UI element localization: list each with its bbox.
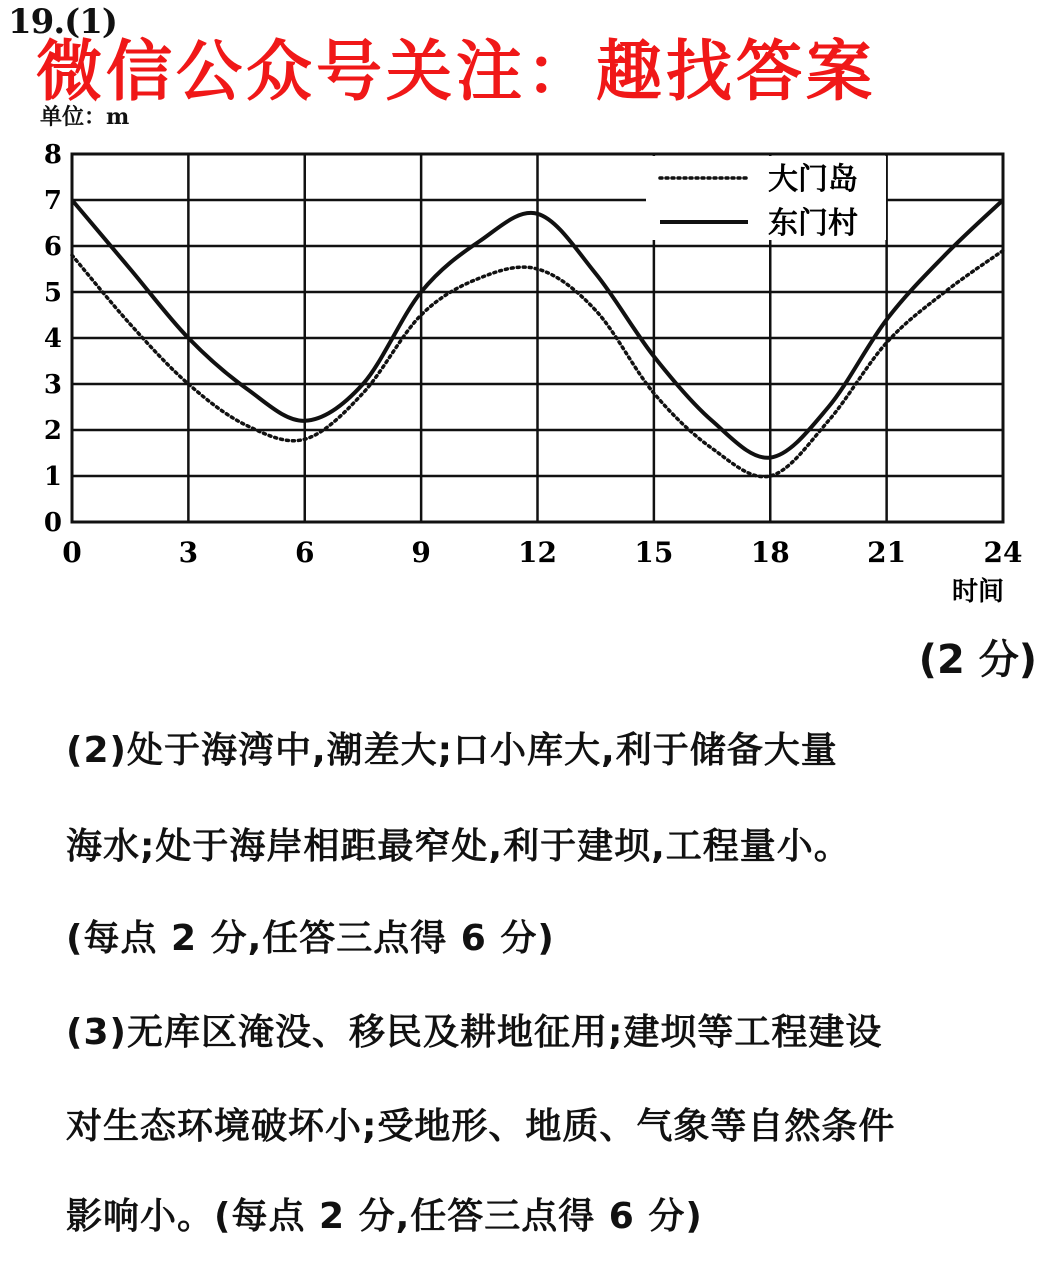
tide-chart bbox=[0, 120, 1059, 610]
x-tick-label-9: 9 bbox=[411, 536, 431, 569]
y-tick-label-2: 2 bbox=[43, 416, 62, 446]
y-unit-label: 单位：m bbox=[40, 104, 130, 130]
y-tick-label-1: 1 bbox=[43, 462, 62, 492]
legend-label-2: 东门村 bbox=[768, 206, 858, 241]
question-number: 19.(1) bbox=[8, 2, 117, 42]
answer-line-6: 影响小。(每点 2 分,任答三点得 6 分) bbox=[66, 1196, 703, 1237]
x-tick-label-3: 3 bbox=[178, 536, 199, 569]
answer-line-3: (每点 2 分,任答三点得 6 分) bbox=[66, 918, 555, 959]
watermark-text: 微信公众号关注：趣找答案 bbox=[36, 33, 876, 110]
y-tick-label-8: 8 bbox=[43, 140, 62, 170]
x-tick-label-6: 6 bbox=[295, 536, 315, 569]
x-tick-label-18: 18 bbox=[750, 536, 790, 569]
x-axis-label: 时间 bbox=[951, 577, 1005, 607]
x-tick-label-21: 21 bbox=[867, 536, 907, 569]
y-tick-label-5: 5 bbox=[43, 278, 62, 308]
score-note: (2 分) bbox=[918, 637, 1037, 683]
legend-label-1: 大门岛 bbox=[768, 162, 858, 197]
answer-line-5: 对生态环境破坏小;受地形、地质、气象等自然条件 bbox=[66, 1106, 896, 1147]
y-tick-label-4: 4 bbox=[43, 324, 62, 354]
y-tick-label-0: 0 bbox=[43, 508, 62, 538]
answer-line-1: (2)处于海湾中,潮差大;口小库大,利于储备大量 bbox=[66, 730, 838, 771]
x-tick-label-24: 24 bbox=[983, 536, 1023, 569]
y-tick-label-6: 6 bbox=[43, 232, 62, 262]
y-tick-label-3: 3 bbox=[43, 370, 62, 400]
x-tick-label-12: 12 bbox=[518, 536, 557, 569]
x-tick-label-0: 0 bbox=[62, 536, 82, 569]
y-tick-label-7: 7 bbox=[43, 186, 62, 216]
answer-line-4: (3)无库区淹没、移民及耕地征用;建坝等工程建设 bbox=[66, 1012, 883, 1053]
x-tick-label-15: 15 bbox=[634, 536, 674, 569]
answer-line-2: 海水;处于海岸相距最窄处,利于建坝,工程量小。 bbox=[66, 826, 851, 867]
chart-legend bbox=[646, 156, 886, 241]
